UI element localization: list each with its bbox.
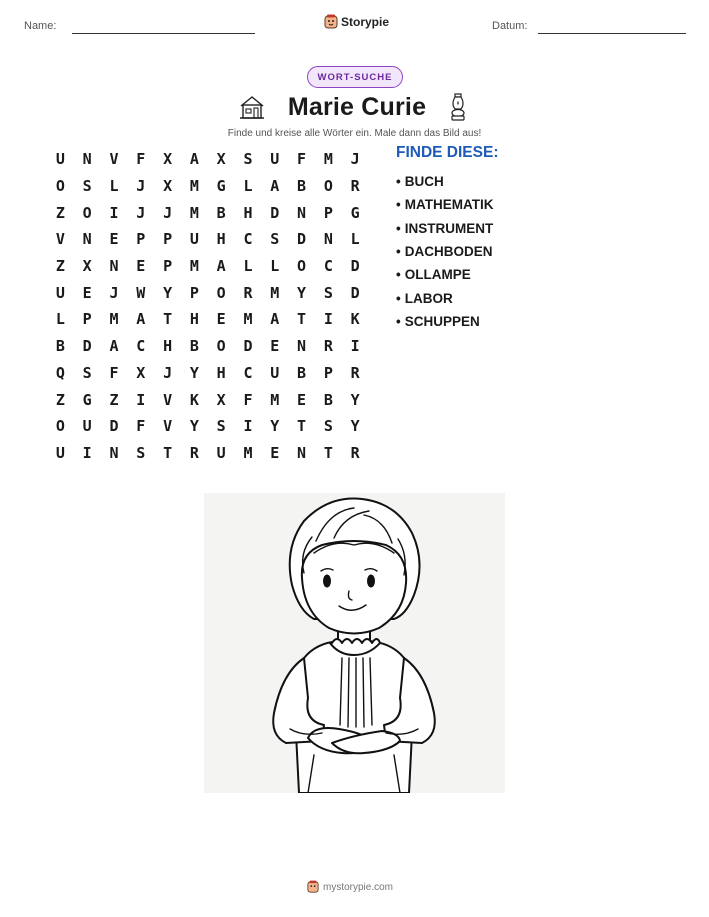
grid-letter[interactable]: C [243, 363, 253, 382]
grid-letter[interactable]: P [163, 230, 173, 249]
grid-letter[interactable]: F [297, 150, 307, 169]
worksheet-type-badge: WORT-SUCHE [307, 66, 403, 88]
grid-letter[interactable]: Y [270, 417, 280, 436]
grid-letter[interactable]: C [136, 337, 146, 356]
grid-letter[interactable]: A [270, 177, 280, 196]
grid-letter[interactable]: U [216, 443, 226, 462]
grid-letter[interactable]: G [82, 390, 92, 409]
grid-letter[interactable]: L [109, 177, 119, 196]
grid-letter[interactable]: O [216, 337, 226, 356]
grid-letter[interactable]: J [136, 177, 146, 196]
word-item: • DACHBODEN [396, 244, 493, 260]
grid-letter[interactable]: P [189, 283, 199, 302]
grid-letter[interactable]: J [350, 150, 360, 169]
grid-letter[interactable]: D [243, 337, 253, 356]
word-item: • INSTRUMENT [396, 220, 494, 236]
grid-letter[interactable]: D [82, 337, 92, 356]
grid-letter[interactable]: S [323, 417, 333, 436]
grid-letter[interactable]: K [189, 390, 199, 409]
grid-letter[interactable]: O [55, 417, 65, 436]
grid-letter[interactable]: M [189, 257, 199, 276]
grid-letter[interactable]: C [243, 230, 253, 249]
grid-letter[interactable]: F [136, 150, 146, 169]
grid-letter[interactable]: M [109, 310, 119, 329]
grid-letter[interactable]: H [189, 310, 199, 329]
grid-letter[interactable]: I [323, 310, 333, 329]
grid-letter[interactable]: S [270, 230, 280, 249]
grid-letter[interactable]: M [243, 310, 253, 329]
grid-letter[interactable]: P [163, 257, 173, 276]
grid-letter[interactable]: N [82, 150, 92, 169]
grid-letter[interactable]: A [270, 310, 280, 329]
footer-url[interactable]: mystorypie.com [323, 881, 394, 893]
grid-letter[interactable]: Y [350, 390, 360, 409]
grid-letter[interactable]: Y [297, 283, 307, 302]
grid-letter[interactable]: I [109, 203, 119, 222]
grid-letter[interactable]: N [323, 230, 333, 249]
grid-letter[interactable]: F [109, 363, 119, 382]
grid-letter[interactable]: T [163, 443, 173, 462]
grid-letter[interactable]: B [216, 203, 226, 222]
word-item: • OLLAMPE [396, 267, 471, 283]
grid-letter[interactable]: U [55, 150, 65, 169]
grid-letter[interactable]: S [82, 177, 92, 196]
grid-letter[interactable]: F [136, 417, 146, 436]
grid-letter[interactable]: L [55, 310, 65, 329]
word-item: • LABOR [396, 290, 453, 306]
grid-letter[interactable]: D [270, 203, 280, 222]
grid-letter[interactable]: L [243, 257, 253, 276]
grid-letter[interactable]: E [270, 443, 280, 462]
word-list [396, 170, 493, 333]
grid-letter[interactable]: B [189, 337, 199, 356]
grid-letter[interactable]: X [216, 390, 226, 409]
find-words-title: FINDE DIESE: [396, 144, 499, 161]
grid-letter[interactable]: T [297, 417, 307, 436]
grid-letter[interactable]: U [82, 417, 92, 436]
grid-letter[interactable]: K [350, 310, 360, 329]
grid-letter[interactable]: O [82, 203, 92, 222]
grid-letter[interactable]: D [109, 417, 119, 436]
grid-letter[interactable]: G [350, 203, 360, 222]
grid-letter[interactable]: S [323, 283, 333, 302]
grid-letter[interactable]: X [163, 150, 173, 169]
grid-letter[interactable]: V [109, 150, 119, 169]
grid-letter[interactable]: B [323, 390, 333, 409]
word-item: • BUCH [396, 174, 444, 190]
word-item: • SCHUPPEN [396, 313, 480, 329]
grid-letter[interactable]: L [243, 177, 253, 196]
grid-letter[interactable]: R [350, 363, 360, 382]
grid-letter[interactable]: R [350, 177, 360, 196]
name-line[interactable] [72, 33, 255, 34]
brand [324, 14, 389, 30]
grid-letter[interactable]: V [163, 417, 173, 436]
brand-name: Storypie [341, 15, 390, 29]
grid-letter[interactable]: C [323, 257, 333, 276]
grid-letter[interactable]: N [82, 230, 92, 249]
grid-letter[interactable]: H [243, 203, 253, 222]
grid-letter[interactable]: D [297, 230, 307, 249]
storypie-logo-icon [324, 14, 338, 30]
grid-letter[interactable]: B [297, 177, 307, 196]
grid-letter[interactable]: V [163, 390, 173, 409]
grid-letter[interactable]: S [82, 363, 92, 382]
date-label: Datum: [492, 20, 528, 32]
grid-letter[interactable]: R [243, 283, 253, 302]
grid-letter[interactable]: B [297, 363, 307, 382]
grid-letter[interactable]: Z [55, 390, 65, 409]
title-row [238, 91, 468, 123]
grid-letter[interactable]: T [323, 443, 333, 462]
grid-letter[interactable]: O [55, 177, 65, 196]
grid-letter[interactable]: Y [163, 283, 173, 302]
grid-letter[interactable]: U [270, 150, 280, 169]
grid-letter[interactable]: M [323, 150, 333, 169]
grid-letter[interactable]: X [163, 177, 173, 196]
grid-letter[interactable]: R [323, 337, 333, 356]
grid-letter[interactable]: Y [189, 417, 199, 436]
grid-letter[interactable]: N [109, 443, 119, 462]
grid-letter[interactable]: I [243, 417, 253, 436]
grid-letter[interactable]: N [297, 337, 307, 356]
grid-letter[interactable]: S [243, 150, 253, 169]
grid-letter[interactable]: M [189, 203, 199, 222]
grid-letter[interactable]: O [323, 177, 333, 196]
coloring-picture [204, 493, 505, 793]
marie-curie-illustration [204, 493, 505, 793]
grid-letter[interactable]: O [297, 257, 307, 276]
grid-letter[interactable]: B [55, 337, 65, 356]
grid-letter[interactable]: P [323, 363, 333, 382]
grid-letter[interactable]: M [270, 390, 280, 409]
grid-letter[interactable]: E [297, 390, 307, 409]
grid-letter[interactable]: E [109, 230, 119, 249]
grid-letter[interactable]: J [163, 363, 173, 382]
grid-letter[interactable]: G [216, 177, 226, 196]
grid-letter[interactable]: Q [55, 363, 65, 382]
grid-letter[interactable]: E [82, 283, 92, 302]
house-icon [238, 93, 266, 121]
instructions: Finde und kreise alle Wörter ein. Male dann das Bild aus! [227, 128, 482, 139]
grid-letter[interactable]: D [350, 283, 360, 302]
grid-letter[interactable]: N [297, 203, 307, 222]
grid-letter[interactable]: L [270, 257, 280, 276]
grid-letter[interactable]: I [350, 337, 360, 356]
grid-letter[interactable]: I [136, 390, 146, 409]
grid-letter[interactable]: H [216, 230, 226, 249]
grid-letter[interactable]: F [243, 390, 253, 409]
grid-letter[interactable]: E [270, 337, 280, 356]
grid-letter[interactable]: N [109, 257, 119, 276]
grid-letter[interactable]: L [350, 230, 360, 249]
date-line[interactable] [538, 33, 686, 34]
page-title: Marie Curie [287, 92, 427, 121]
grid-letter[interactable]: X [82, 257, 92, 276]
grid-letter[interactable]: U [55, 443, 65, 462]
grid-letter[interactable]: J [109, 283, 119, 302]
grid-letter[interactable]: U [270, 363, 280, 382]
oil-lamp-icon [448, 92, 468, 122]
word-item: • MATHEMATIK [396, 197, 494, 213]
grid-letter[interactable]: M [189, 177, 199, 196]
grid-letter[interactable]: W [136, 283, 146, 302]
footer [307, 880, 393, 894]
grid-letter[interactable]: E [136, 257, 146, 276]
grid-letter[interactable]: T [297, 310, 307, 329]
grid-letter[interactable]: U [55, 283, 65, 302]
grid-letter[interactable]: A [109, 337, 119, 356]
grid-letter[interactable]: D [350, 257, 360, 276]
grid-letter[interactable]: P [323, 203, 333, 222]
grid-letter[interactable]: E [216, 310, 226, 329]
grid-letter[interactable]: P [136, 230, 146, 249]
grid-letter[interactable]: R [350, 443, 360, 462]
grid-letter[interactable]: X [136, 363, 146, 382]
grid-letter[interactable]: M [270, 283, 280, 302]
grid-letter[interactable]: J [136, 203, 146, 222]
word-search-grid[interactable] [47, 146, 369, 466]
grid-letter[interactable]: H [163, 337, 173, 356]
grid-letter[interactable]: S [136, 443, 146, 462]
grid-letter[interactable]: I [82, 443, 92, 462]
grid-letter[interactable]: Z [109, 390, 119, 409]
grid-letter[interactable]: S [216, 417, 226, 436]
name-label: Name: [24, 20, 57, 32]
grid-letter[interactable]: U [189, 230, 199, 249]
grid-letter[interactable]: V [55, 230, 65, 249]
grid-letter[interactable]: M [243, 443, 253, 462]
grid-letter[interactable]: O [216, 283, 226, 302]
grid-letter[interactable]: R [189, 443, 199, 462]
grid-letter[interactable]: J [163, 203, 173, 222]
grid-letter[interactable]: Y [350, 417, 360, 436]
grid-letter[interactable]: A [189, 150, 199, 169]
grid-letter[interactable]: Z [55, 203, 65, 222]
grid-letter[interactable]: A [136, 310, 146, 329]
grid-letter[interactable]: A [216, 257, 226, 276]
grid-letter[interactable]: T [163, 310, 173, 329]
grid-letter[interactable]: N [297, 443, 307, 462]
storypie-logo-icon [307, 880, 319, 894]
grid-letter[interactable]: P [82, 310, 92, 329]
grid-letter[interactable]: Y [189, 363, 199, 382]
grid-letter[interactable]: X [216, 150, 226, 169]
grid-letter[interactable]: Z [55, 257, 65, 276]
grid-letter[interactable]: H [216, 363, 226, 382]
